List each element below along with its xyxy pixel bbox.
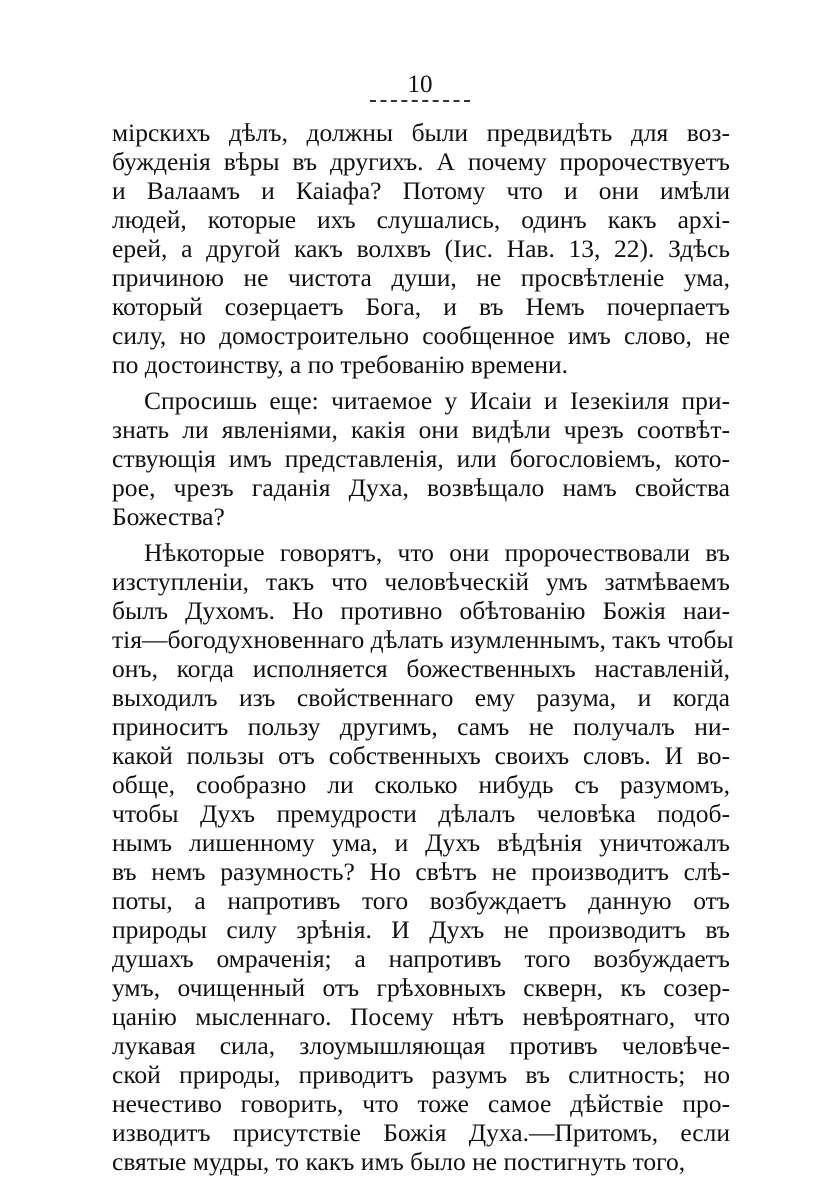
text-line: душахъ омраченія; а напротивъ того возбуждаетъ bbox=[112, 944, 730, 973]
text-line: святые мудры, то какъ имъ было не постигнуть того, bbox=[112, 1147, 686, 1176]
paragraph bbox=[112, 538, 734, 1176]
text-line: и Валаамъ и Каіафа? Потому что и они имѣли bbox=[112, 176, 730, 205]
text-line: рое, чрезъ гаданія Духа, возвѣщало намъ свойства bbox=[112, 473, 730, 502]
text-line: Божества? bbox=[112, 502, 225, 531]
text-line: чтобы Духъ премудрости дѣлалъ человѣка подоб- bbox=[112, 799, 730, 828]
text-line: ской природы, приводитъ разумъ въ слитность; но bbox=[112, 1060, 730, 1089]
text-line: онъ, когда исполняется божественныхъ наставленій, bbox=[112, 654, 730, 683]
text-line: ерей, а другой какъ волхвъ (Іис. Нав. 13, 22). Здѣсь bbox=[112, 234, 730, 263]
paragraph bbox=[112, 118, 730, 379]
paragraph bbox=[112, 386, 730, 531]
text-line: бужденія вѣры въ другихъ. А почему пророчествуетъ bbox=[112, 147, 730, 176]
text-line: изводитъ присутствіе Божія Духа.—Притомъ, если bbox=[112, 1118, 730, 1147]
text-line: Спросишь еще: читаемое у Исаіи и Іезекіиля при- bbox=[144, 386, 730, 415]
text-line: выходилъ изъ свойственнаго ему разума, и когда bbox=[112, 683, 730, 712]
text-line: тія—богодухновеннаго дѣлать изумленнымъ, такъ чтобы bbox=[112, 625, 734, 654]
text-line: изступленіи, такъ что человѣческій умъ затмѣваемъ bbox=[112, 567, 730, 596]
text-line: какой пользы отъ собственныхъ своихъ словъ. И во- bbox=[112, 741, 730, 770]
text-line: приноситъ пользу другимъ, самъ не получалъ ни- bbox=[112, 712, 730, 741]
text-line: силу, но домостроительно сообщенное имъ слово, не bbox=[112, 321, 730, 350]
text-line: природы силу зрѣнія. И Духъ не производитъ въ bbox=[112, 915, 730, 944]
text-line: нечестиво говорить, что тоже самое дѣйствіе про- bbox=[112, 1089, 730, 1118]
text-line: знать ли явленіями, какія они видѣли чрезъ соотвѣт- bbox=[112, 415, 730, 444]
text-line: былъ Духомъ. Но противно обѣтованію Божія наи- bbox=[112, 596, 730, 625]
text-line: нымъ лишенному ума, и Духъ вѣдѣнія уничтожалъ bbox=[112, 828, 730, 857]
text-line: лукавая сила, злоумышляющая противъ человѣче- bbox=[112, 1031, 730, 1060]
text-line: обще, сообразно ли сколько нибудь съ разумомъ, bbox=[112, 770, 730, 799]
text-line: Нѣкоторые говорятъ, что они пророчествовали въ bbox=[144, 538, 730, 567]
text-line: поты, а напротивъ того возбуждаетъ данную отъ bbox=[112, 886, 730, 915]
header-rule bbox=[370, 100, 470, 102]
text-line: людей, которые ихъ слушались, одинъ какъ архі- bbox=[112, 205, 730, 234]
text-line: по достоинству, а по требованію времени. bbox=[112, 350, 568, 379]
page-number: 10 bbox=[407, 71, 433, 98]
body-text bbox=[112, 118, 734, 1176]
text-line: ствующія имъ представленія, или богословіемъ, кото- bbox=[112, 444, 730, 473]
paragraph-gap bbox=[112, 531, 730, 538]
text-line: умъ, очищенный отъ грѣховныхъ скверн, къ созер- bbox=[112, 973, 730, 1002]
text-line: который созерцаетъ Бога, и въ Немъ почерпаетъ bbox=[112, 292, 730, 321]
text-line: мірскихъ дѣлъ, должны были предвидѣть для воз- bbox=[112, 118, 730, 147]
text-line: въ немъ разумность? Но свѣтъ не производитъ слѣ- bbox=[112, 857, 730, 886]
text-line: причиною не чистота души, не просвѣтленіе ума, bbox=[112, 263, 730, 292]
paragraph-gap bbox=[112, 379, 730, 386]
text-line: цанію мысленнаго. Посему нѣтъ невѣроятнаго, что bbox=[112, 1002, 730, 1031]
